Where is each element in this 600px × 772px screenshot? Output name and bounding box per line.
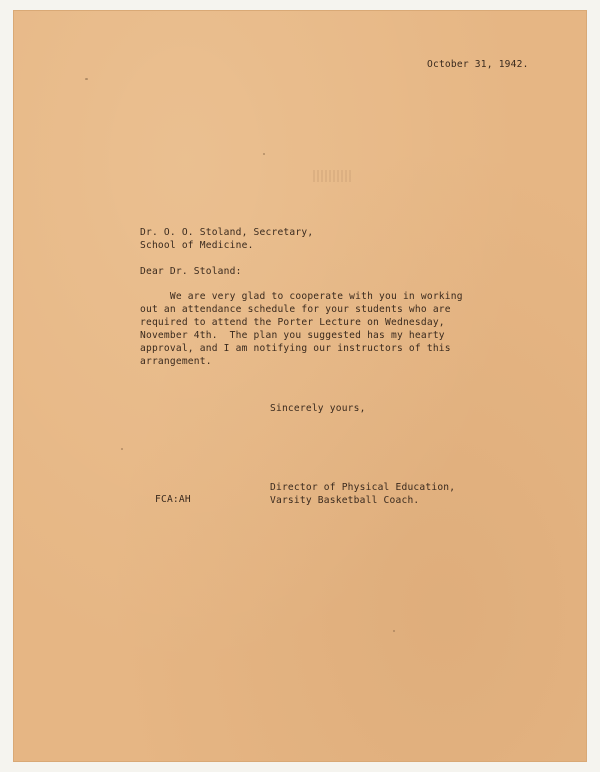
paper-smudge (313, 170, 353, 182)
recipient-address (140, 226, 313, 252)
signature-line-1: Director of Physical Education, (270, 482, 456, 493)
closing: Sincerely yours, (270, 403, 366, 414)
body-line-2: out an attendance schedule for your students who are (140, 304, 451, 315)
letter-date: October 31, 1942. (427, 59, 529, 70)
body-line-3: required to attend the Porter Lecture on Wednesday, (140, 317, 445, 328)
paper-speck (393, 630, 395, 632)
address-line-1: Dr. O. O. Stoland, Secretary, (140, 227, 314, 238)
signature-block (270, 481, 455, 507)
body-line-5: approval, and I am notifying our instructors of this (140, 343, 451, 354)
paper-speck (263, 153, 265, 155)
signature-line-2: Varsity Basketball Coach. (270, 495, 420, 506)
salutation: Dear Dr. Stoland: (140, 266, 242, 277)
body-line-4: November 4th. The plan you suggested has my hearty (140, 330, 445, 341)
paper-speck (121, 448, 123, 450)
body-line-1: We are very glad to cooperate with you in working (140, 291, 463, 302)
body-line-6: arrangement. (140, 356, 212, 367)
paper-speck (85, 78, 88, 80)
letter-paper (13, 10, 587, 762)
address-line-2: School of Medicine. (140, 240, 254, 251)
reference-initials: FCA:AH (155, 494, 191, 505)
letter-body (140, 290, 463, 368)
